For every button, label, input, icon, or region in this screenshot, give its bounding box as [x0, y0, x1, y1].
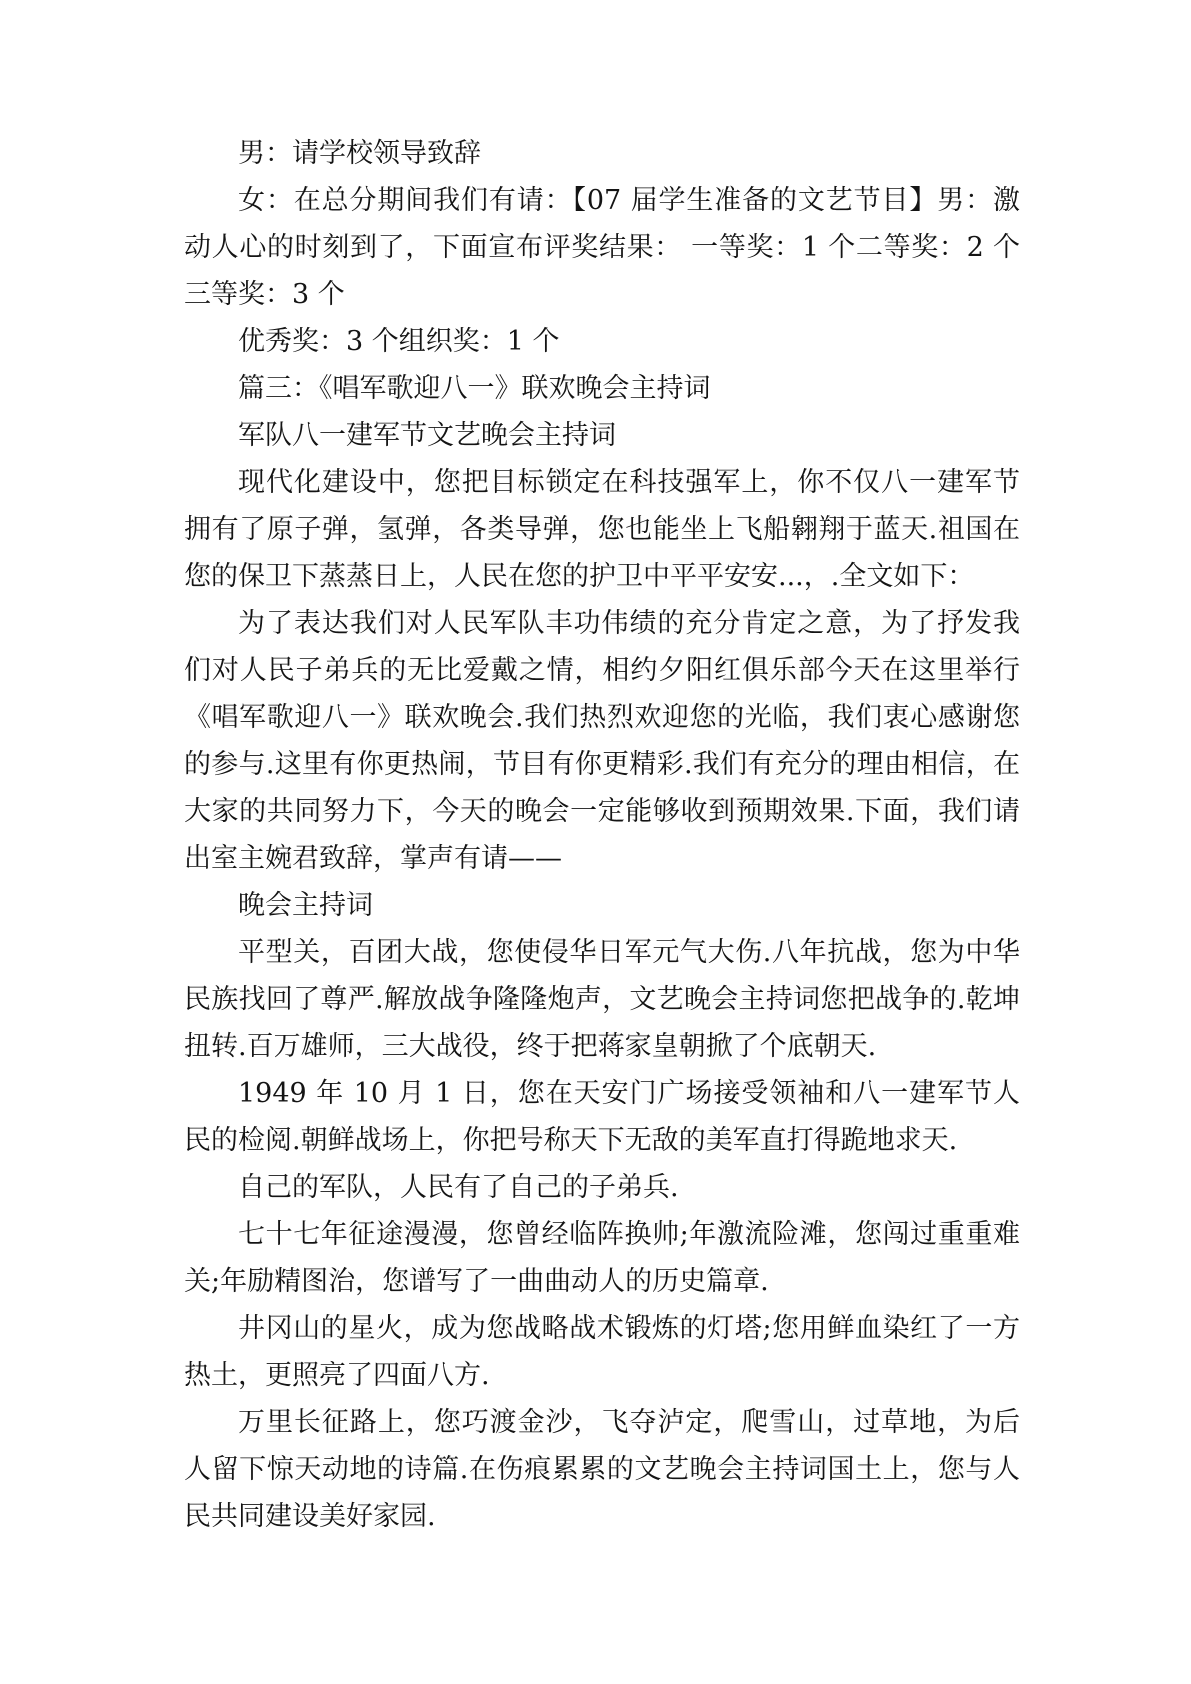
paragraph-jinggangshan: 井冈山的星火，成为您战略战术锻炼的灯塔;您用鲜血染红了一方热土，更照亮了四面八方.: [184, 1313, 1020, 1391]
document-page: [184, 130, 1020, 1540]
paragraph-own-army: 自己的军队，人民有了自己的子弟兵.: [238, 1172, 679, 1203]
paragraph-army-day-title: 军队八一建军节文艺晚会主持词: [238, 420, 616, 451]
paragraph-section-three-title: 篇三：《唱军歌迎八一》联欢晚会主持词: [238, 373, 711, 404]
paragraph-excellence-awards: 优秀奖：3 个组织奖：1 个: [238, 326, 560, 357]
paragraph-pingxingguan: 平型关，百团大战，您使侵华日军元气大伤.八年抗战，您为中华民族找回了尊严.解放战争隆隆炮声，文艺晚会主持词您把战争的.乾坤扭转.百万雄师，三大战役，终于把蒋家皇朝掀了个底朝天.: [184, 937, 1020, 1062]
paragraph-host-invite-leader: 男：请学校领导致辞: [238, 138, 481, 169]
paragraph-awards-announcement: 女：在总分期间我们有请：【07 届学生准备的文艺节目】男：激动人心的时刻到了，下面宣布评奖结果： 一等奖：1 个二等奖：2 个三等奖：3 个: [184, 185, 1020, 310]
paragraph-seventy-seven-years: 七十七年征途漫漫，您曾经临阵换帅;年激流险滩，您闯过重重难关;年励精图治，您谱写了一曲曲动人的历史篇章.: [184, 1219, 1020, 1297]
paragraph-long-march: 万里长征路上，您巧渡金沙，飞夺泸定，爬雪山，过草地，为后人留下惊天动地的诗篇.在伤痕累累的文艺晚会主持词国土上，您与人民共同建设美好家园.: [184, 1407, 1020, 1532]
paragraph-modernization: 现代化建设中，您把目标锁定在科技强军上，你不仅八一建军节拥有了原子弹，氢弹，各类导弹，您也能坐上飞船翱翔于蓝天.祖国在您的保卫下蒸蒸日上，人民在您的护卫中平平安安...，.全文如下：: [184, 467, 1020, 592]
paragraph-1949: 1949 年 10 月 1 日，您在天安门广场接受领袖和八一建军节人民的检阅.朝鲜战场上，你把号称天下无敌的美军直打得跪地求天.: [184, 1078, 1020, 1156]
paragraph-opening-remarks: 为了表达我们对人民军队丰功伟绩的充分肯定之意，为了抒发我们对人民子弟兵的无比爱戴之情，相约夕阳红俱乐部今天在这里举行《唱军歌迎八一》联欢晚会.我们热烈欢迎您的光临，我们衷心感谢您的参与.这里有你更热闹，节目有你更精彩.我们有充分的理由相信，在大家的共同努力下，今天的晚会一定能够收到预期效果.下面，我们请出室主婉君致辞，掌声有请——: [184, 608, 1020, 874]
paragraph-host-script-heading: 晚会主持词: [238, 890, 373, 921]
